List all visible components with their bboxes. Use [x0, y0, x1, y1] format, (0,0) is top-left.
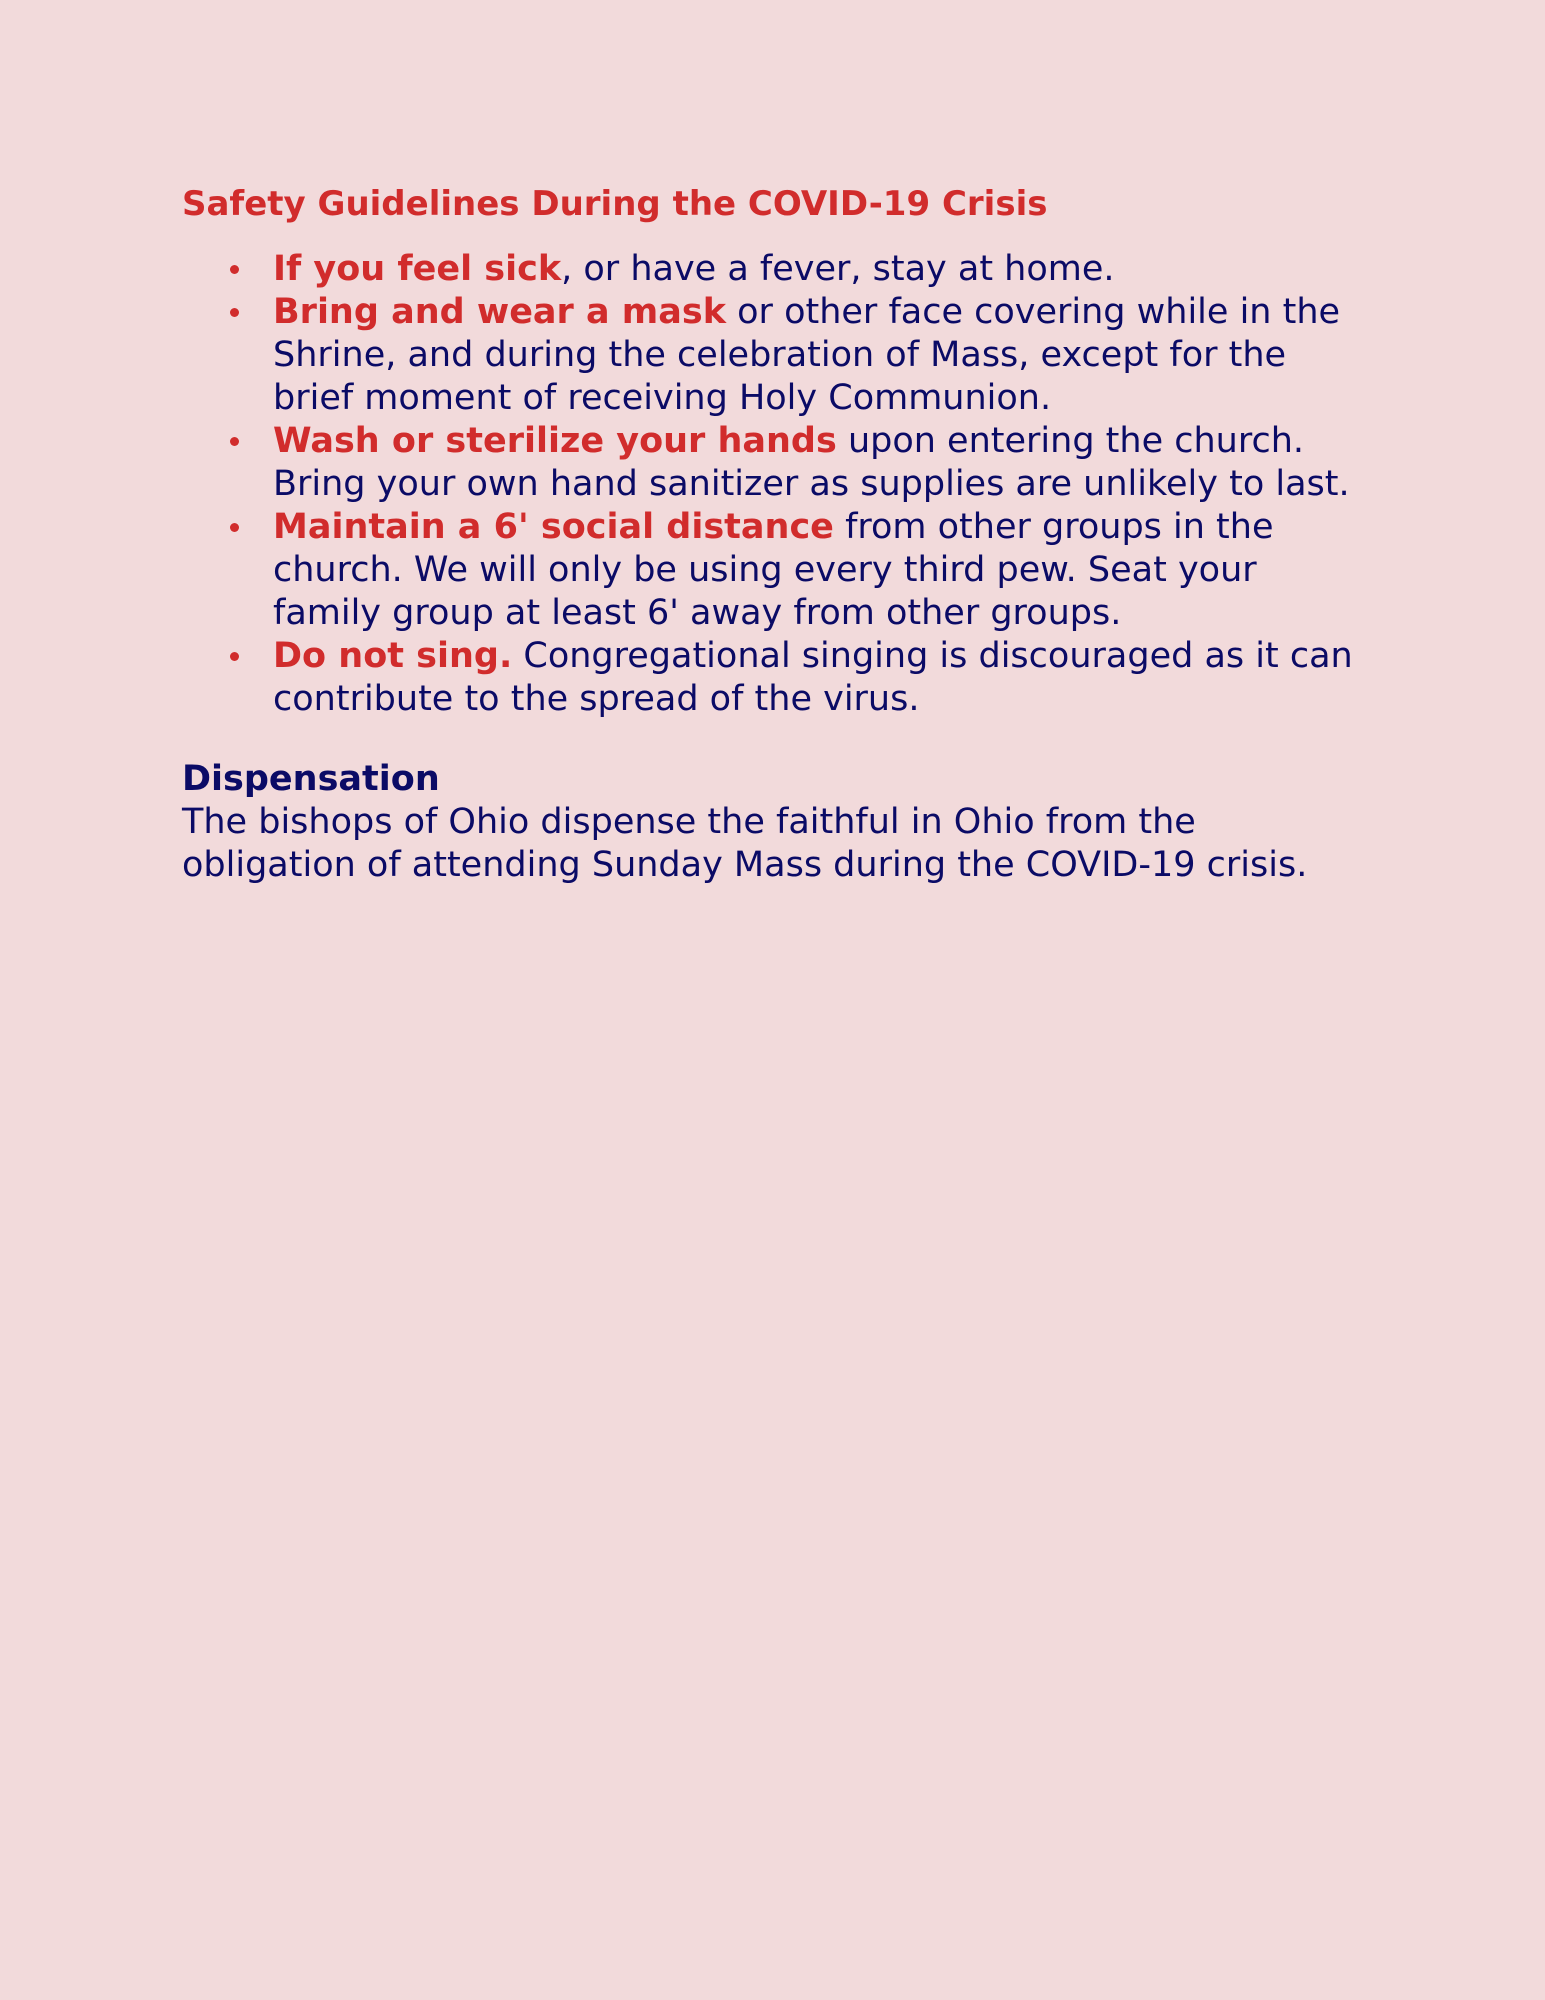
guideline-emphasis: Wash or sterilize your hands: [273, 421, 837, 461]
document-page: [182, 178, 1382, 887]
guideline-text: upon entering the church. Bring your own hand sanitizer as supplies are unlikely to last.: [273, 421, 1350, 504]
bullet-icon: [230, 437, 239, 446]
guideline-text: or other face covering while in the Shrine, and during the celebration of Mass, except for the brief moment of receiving Holy Communion.: [273, 292, 1341, 418]
page-title: Safety Guidelines During the COVID-19 Crisis: [182, 184, 1048, 224]
bullet-icon: [230, 652, 239, 661]
guideline-emphasis: If you feel sick: [273, 249, 562, 289]
guideline-emphasis: Do not sing.: [273, 636, 513, 676]
bullet-icon: [230, 523, 239, 532]
guideline-text: from other groups in the church. We will only be using every third pew. Seat your family group at least 6' away from other groups.: [273, 507, 1274, 633]
guideline-item-hands: [182, 420, 1372, 506]
guideline-text: Congregational singing is discouraged as it can contribute to the spread of the virus.: [273, 636, 1353, 719]
bullet-icon: [230, 265, 239, 274]
bullet-icon: [230, 308, 239, 317]
guidelines-list: [182, 248, 1382, 721]
guideline-emphasis: Maintain a 6' social distance: [273, 507, 834, 547]
dispensation-body: The bishops of Ohio dispense the faithful in Ohio from the obligation of attending Sunday Mass during the COVID-19 crisis.: [182, 802, 1308, 885]
guideline-item-sick: [182, 248, 1372, 291]
guideline-emphasis: Bring and wear a mask: [273, 292, 727, 332]
guideline-text: , or have a fever, stay at home.: [561, 249, 1115, 289]
guideline-item-mask: [182, 291, 1372, 420]
guideline-item-sing: [182, 635, 1372, 721]
guideline-item-distance: [182, 506, 1372, 635]
dispensation-heading: Dispensation: [182, 759, 440, 799]
